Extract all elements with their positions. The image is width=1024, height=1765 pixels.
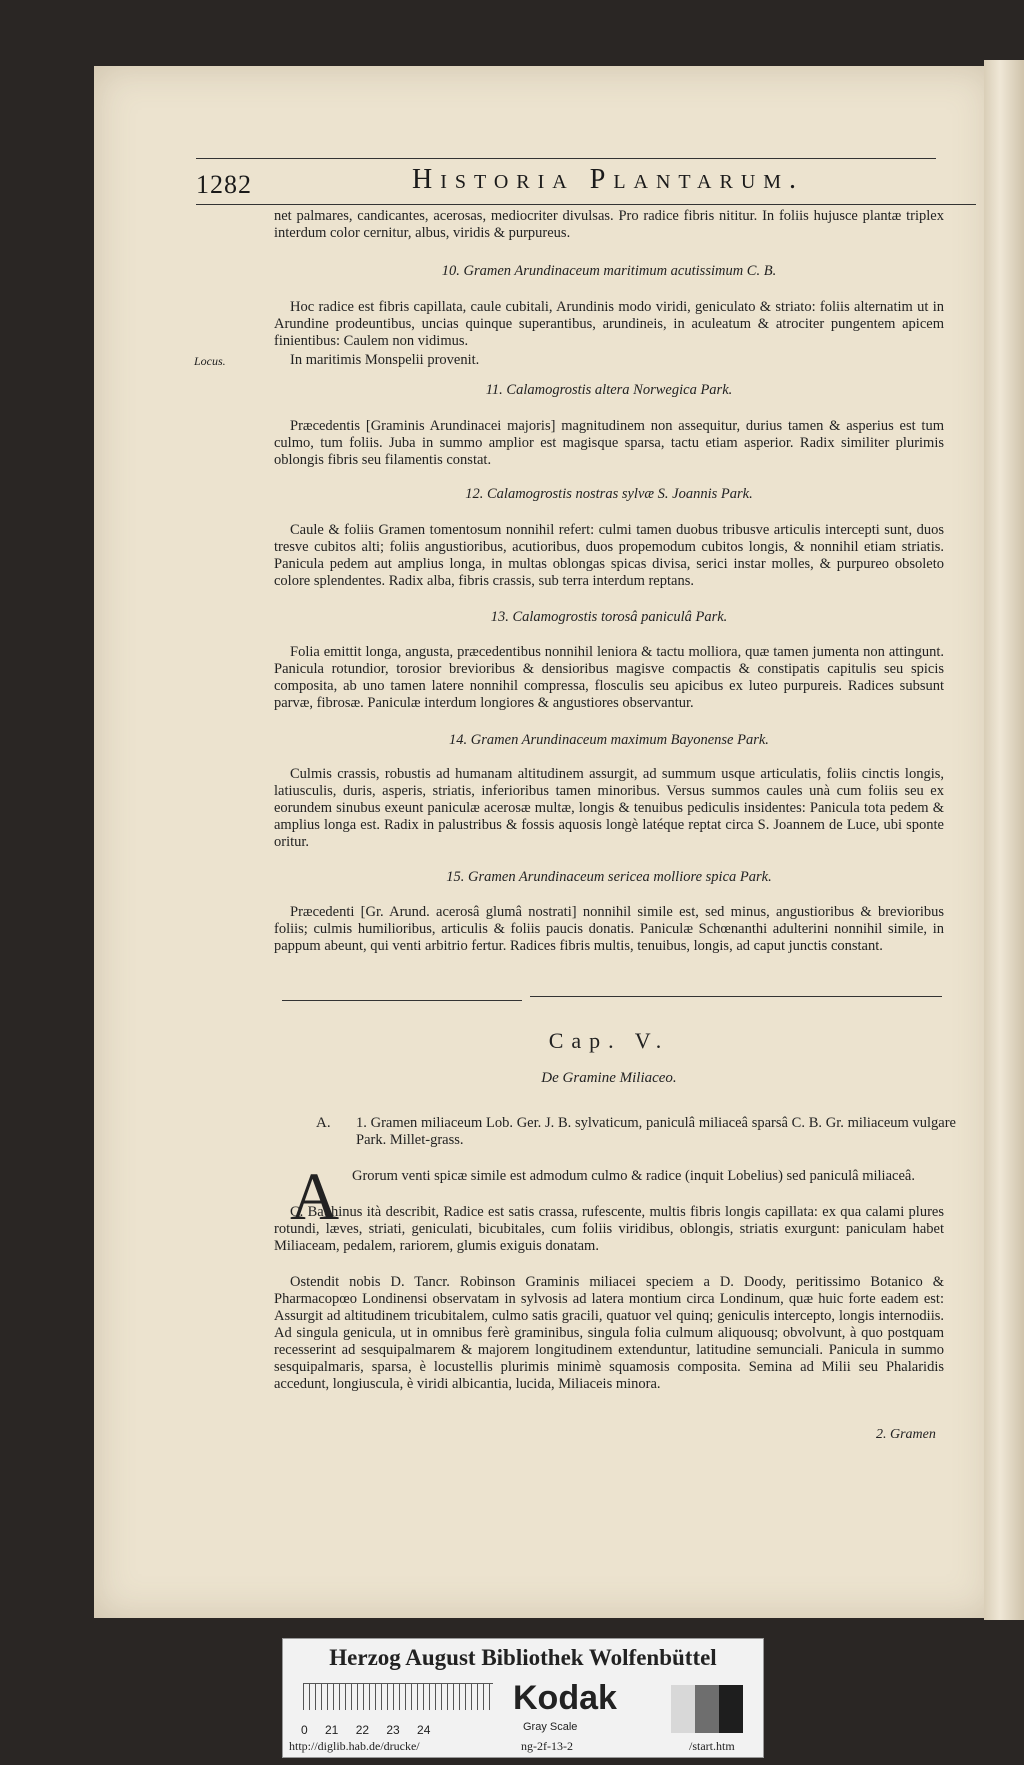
chapter-para2 bbox=[274, 1204, 944, 1255]
entry-text bbox=[274, 418, 944, 469]
chapter-title: Cap. V. bbox=[548, 1028, 670, 1053]
chapter-entry-paragraph: 1. Gramen miliaceum Lob. Ger. J. B. sylvaticum, paniculâ miliaceâ sparsâ C. B. Gr. miliaceum vulgare Park. Millet-grass. bbox=[356, 1115, 956, 1148]
paragraph: Ostendit nobis D. Tancr. Robinson Graminis miliacei speciem a D. Doody, peritissimo Botanico & Pharmacopœo Londinensi observatam in sylvosis ad latera montium circa Londinum, quæ huic forte eadem est: Assurgit ad altitudinem tricubitalem, culmo satis gracili, quatuor vel quinq; geniculis intercepto, longis internodiis. Ad singula genicula, ut in omnibus ferè graminibus, singula folia culmum aliquousq; obvolvunt, à quo postquam recesserint ad sesquipalmarem & majorem longitudinem extenduntur, latitudine semunciali. Panicula in summo sesquipalmaris, sparsa, è locustellis plurimis minimè squamosis composita. Semina ad Milii seu Phalaridis accedunt, longiuscula, è viridi albicantia, lucida, Miliaceis minora. bbox=[274, 1274, 944, 1392]
entry-letter: A. bbox=[316, 1115, 331, 1131]
section-rule-left bbox=[282, 1000, 522, 1001]
entry-heading: 13. Calamogrostis torosâ paniculâ Park. bbox=[490, 609, 728, 625]
margin-note: Locus. bbox=[194, 354, 226, 368]
paragraph: Grorum venti spicæ simile est admodum culmo & radice (inquit Lobelius) sed paniculâ miliaceâ. bbox=[352, 1168, 915, 1184]
gray-scale-label: Gray Scale bbox=[523, 1721, 578, 1733]
entry-paragraph: Caule & foliis Gramen tomentosum nonnihil refert: culmi tamen duobus tribusve articulis intercepti sunt, duos tresve cubitos alti; foliis angustioribus, acutioribus, duos propemodum cubitos longis, & nonnihil etiam striatis. Panicula pedem aut amplius longa, in multas oblongas spicas divisa, serici instar molles, & purpureo obsoleto colore splendentes. Radix alba, fibris crassis, sub terra interdum reptans. bbox=[274, 522, 944, 589]
chapter-para1 bbox=[352, 1168, 944, 1185]
entry-heading: 15. Gramen Arundinaceum sericea molliore spica Park. bbox=[446, 869, 772, 885]
ruler-scale bbox=[303, 1683, 493, 1710]
gray-patch-mid bbox=[695, 1685, 719, 1733]
entry-extra bbox=[274, 352, 944, 369]
entry-heading: 10. Gramen Arundinaceum maritimum acutissimum C. B. bbox=[441, 263, 777, 279]
header-rule-top bbox=[196, 158, 936, 159]
intro-text bbox=[274, 208, 944, 242]
gray-patch-dark bbox=[719, 1685, 743, 1733]
ruler-numbers: 0 21 22 23 24 bbox=[301, 1723, 431, 1737]
shelfmark: ng-2f-13-2 bbox=[521, 1739, 573, 1753]
entry-paragraph: Culmis crassis, robustis ad humanam altitudinem assurgit, ad summum usque articulatis, foliis cinctis longis, latiusculis, duris, asperis, striatis, inferioribus tamen minoribus. Versus summos caules unà cum foliis seu ex eorundem sinubus exeunt paniculæ acerosæ multæ, longis & tenuibus pediculis insidentes: Panicula tota pedem & amplius longa est. Radix in palustribus & fossis aquosis longè latéque reptat circa S. Joannem de Luce, ubi sponte oritur. bbox=[274, 766, 944, 850]
chapter-caption: De Gramine Miliaceo. bbox=[541, 1070, 677, 1086]
running-title: Historia Plantarum. bbox=[412, 164, 805, 195]
entry-text bbox=[274, 299, 944, 350]
scan-footer bbox=[282, 1638, 764, 1758]
entry-text bbox=[274, 766, 944, 851]
chapter-entry-heading bbox=[356, 1115, 956, 1149]
entry-text bbox=[274, 644, 944, 712]
page-header bbox=[96, 100, 956, 199]
start-link[interactable]: /start.htm bbox=[689, 1739, 735, 1753]
page-edge bbox=[984, 60, 1024, 1620]
catchword: 2. Gramen bbox=[876, 1427, 936, 1442]
chapter-para3 bbox=[274, 1274, 944, 1393]
drop-capital: A bbox=[290, 1158, 340, 1234]
entry-heading: 11. Calamogrostis altera Norwegica Park. bbox=[485, 382, 733, 398]
page-number: 1282 bbox=[196, 170, 252, 199]
entry-heading: 14. Gramen Arundinaceum maximum Bayonense Park. bbox=[449, 732, 769, 748]
url-row bbox=[283, 1735, 763, 1757]
kodak-logo: Kodak bbox=[513, 1679, 617, 1717]
library-name: Herzog August Bibliothek Wolfenbüttel bbox=[329, 1645, 717, 1670]
entry-paragraph: Præcedenti [Gr. Arund. acerosâ glumâ nostrati] nonnihil simile est, sed minus, angustioribus & brevioribus foliis; culmis humilioribus, articulis & foliis paucis donatis. Paniculæ Schœnanthi adulterini nonnihil simile, in pappum abeunt, qui venti arbitrio fertur. Radices fibris multis, tenuibus, longis, ad caput junctis constant. bbox=[274, 904, 944, 954]
intro-paragraph: net palmares, candicantes, acerosas, mediocriter divulsas. Pro radice fibris nititur. In foliis hujusce plantæ triplex interdum color cernitur, albus, viridis & purpureus. bbox=[274, 208, 944, 241]
entry-paragraph: Hoc radice est fibris capillata, caule cubitali, Arundinis modo viridi, geniculato & striato: foliis alternatim ut in Arundine prodeuntibus, uncias quinque superantibus, arundineis, in aculeatum & atrociter pungentem apicem finientibus: Caulem non vidimus. bbox=[274, 299, 944, 349]
gray-patch-light bbox=[671, 1685, 695, 1733]
locus-line: In maritimis Monspelii provenit. bbox=[290, 352, 480, 368]
entry-paragraph: Præcedentis [Graminis Arundinacei majoris] magnitudinem non assequitur, durius tamen & asperius est tum culmo, tum foliis. Juba in summo amplior est magisque sparsa, tactu etiam asperior. Radix similiter plurimis oblongis fibris seu filamentis constat. bbox=[274, 418, 944, 468]
section-rule-right bbox=[530, 996, 942, 997]
header-rule-bottom bbox=[196, 204, 976, 205]
paragraph: C. Bauhinus ità describit, Radice est satis crassa, rufescente, multis fibris longis capillata: ex qua calami plures rotundi, læves, striati, geniculati, bicubitales, cum foliis viridibus, oblongis, striatis exurgunt: paniculam habet Miliaceam, pedalem, rariorem, glumis exiguis donatam. bbox=[274, 1204, 944, 1254]
entry-text bbox=[274, 522, 944, 590]
entry-heading: 12. Calamogrostis nostras sylvæ S. Joannis Park. bbox=[465, 486, 753, 502]
entry-text bbox=[274, 904, 944, 955]
url-link[interactable]: http://diglib.hab.de/drucke/ bbox=[289, 1739, 420, 1753]
entry-paragraph: Folia emittit longa, angusta, præcedentibus nonnihil leniora & tactu molliora, quæ tamen jumenta non attingunt. Panicula rotundior, torosior brevioribus & densioribus magisve compactis & constipatis capitulis seu spicis composita, ab uno tamen latere nonnihil compressa, flosculis seu apicibus ex luteo purpureis. Radices subsunt parvæ, fibrosæ. Paniculæ interdum longiores & angustiores observantur. bbox=[274, 644, 944, 711]
